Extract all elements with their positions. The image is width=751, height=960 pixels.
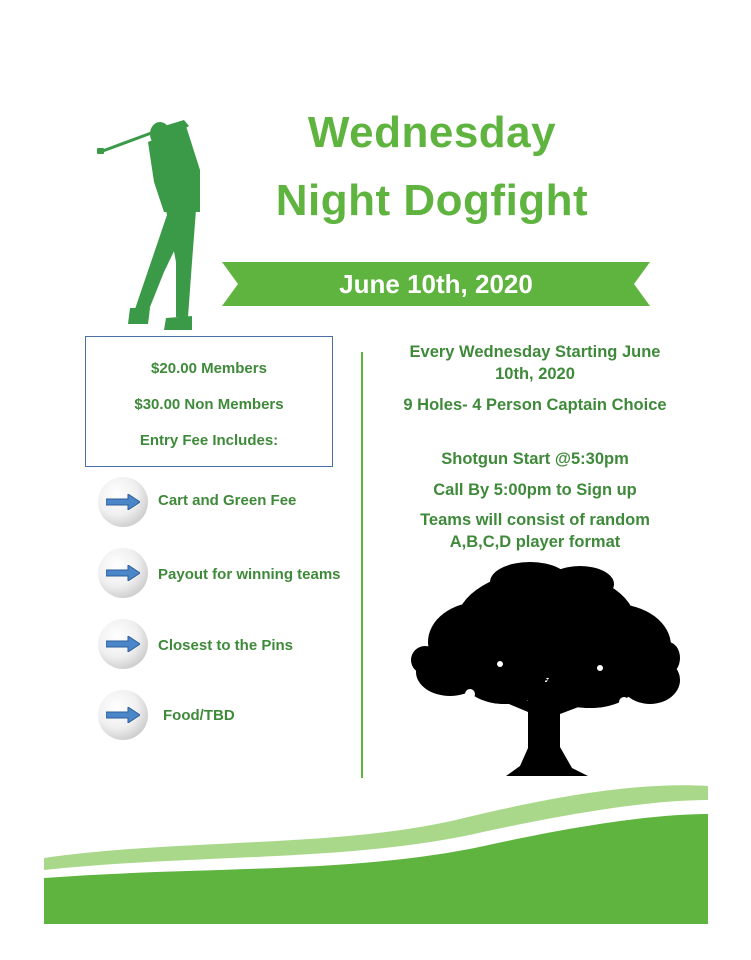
golf-ball-arrow-icon: [98, 690, 148, 740]
title-line-2: Night Dogfight: [275, 176, 589, 225]
list-item: [98, 477, 398, 527]
green-wave-footer: [44, 778, 708, 924]
list-item-label: Payout for winning teams: [158, 566, 341, 583]
date-banner-text: June 10th, 2020: [339, 269, 533, 299]
date-banner: [222, 262, 650, 306]
info-shotgun-start: Shotgun Start @5:30pm: [441, 450, 629, 468]
info-format: 9 Holes- 4 Person Captain Choice: [403, 396, 667, 414]
column-divider: [361, 352, 363, 778]
fee-members: $20.00 Members: [151, 360, 267, 377]
fee-box: [85, 336, 333, 467]
info-teams: Teams will consist of random A,B,C,D player format: [420, 511, 650, 551]
info-schedule: Every Wednesday Starting June 10th, 2020: [409, 343, 661, 383]
title-line-1: Wednesday: [307, 108, 557, 157]
list-item: [98, 619, 398, 669]
list-item-label: Food/TBD: [163, 707, 235, 724]
fee-non-members: $30.00 Non Members: [134, 396, 284, 413]
golf-ball-arrow-icon: [98, 548, 148, 598]
list-item: [98, 548, 398, 598]
list-item-label: Closest to the Pins: [158, 637, 294, 654]
list-item: [98, 690, 398, 740]
golf-ball-arrow-icon: [98, 477, 148, 527]
entry-fee-includes: Entry Fee Includes:: [139, 432, 279, 449]
list-item-label: Cart and Green Fee: [158, 492, 297, 509]
info-call-by: Call By 5:00pm to Sign up: [433, 481, 637, 499]
golf-ball-arrow-icon: [98, 619, 148, 669]
golfer-silhouette-icon: [96, 112, 216, 334]
tree-silhouette-icon: [410, 562, 682, 780]
